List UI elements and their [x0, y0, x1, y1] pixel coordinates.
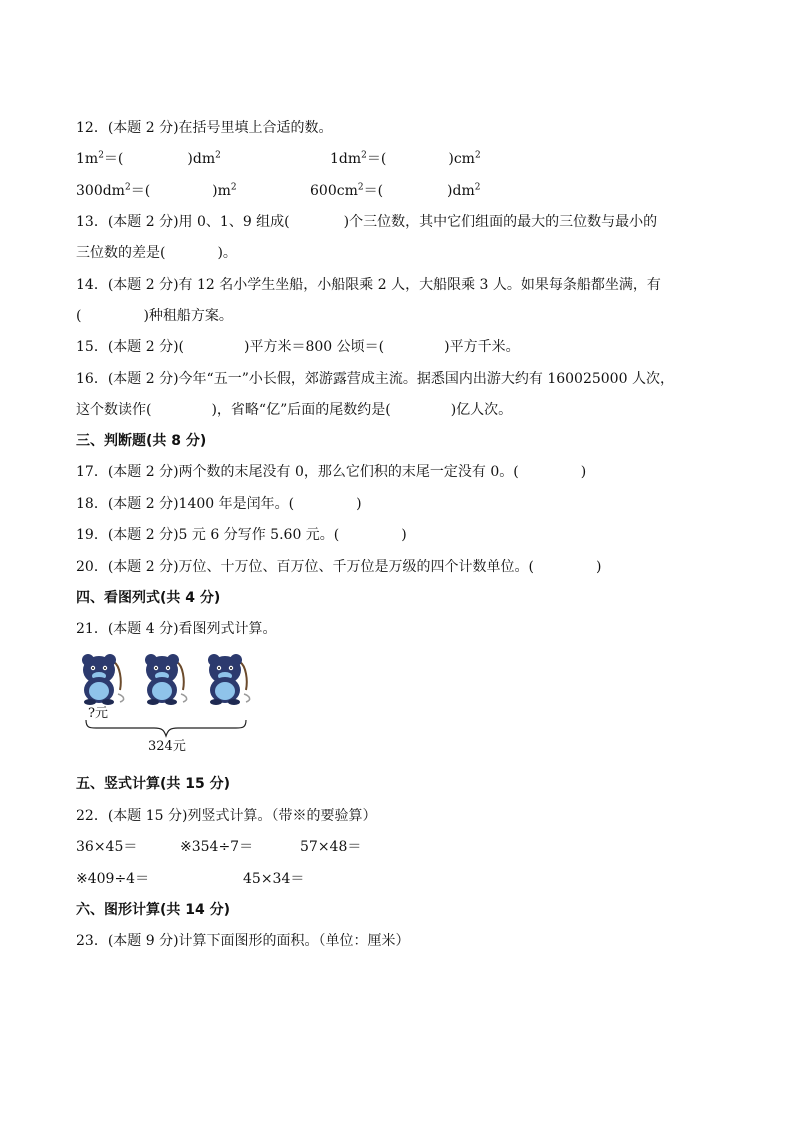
question-14-line2: ( )种租船方案。	[76, 308, 233, 324]
bear-backpack-icon	[145, 654, 187, 705]
question-21: 21．(本题 4 分)看图列式计算。	[76, 621, 277, 637]
question-16-line2: 这个数读作( )，省略“亿”后面的尾数约是( )亿人次。	[76, 402, 513, 418]
q12-text: (本题 2 分)在括号里填上合适的数。	[107, 120, 333, 136]
q12-number: 12．	[76, 120, 108, 136]
question-15: 15．(本题 2 分)( )平方米＝800 公顷＝( )平方千米。	[76, 339, 520, 355]
section-3-heading: 三、判断题(共 8 分)	[76, 433, 207, 449]
unknown-price-label: ?元	[88, 706, 108, 721]
question-20: 20．(本题 2 分)万位、十万位、百万位、千万位是万级的四个计数单位。( )	[76, 559, 602, 575]
section-4-heading: 四、看图列式(共 4 分)	[76, 590, 221, 606]
bear-backpack-icon	[208, 654, 250, 705]
question-14: 14．(本题 2 分)有 12 名小学生坐船，小船限乘 2 人，大船限乘 3 人。如果每条船都坐满，有	[76, 277, 661, 293]
section-5-heading: 五、竖式计算(共 15 分)	[76, 776, 231, 792]
brace	[86, 720, 246, 736]
section-6-heading: 六、图形计算(共 14 分)	[76, 902, 231, 918]
q12-row1-a: $1m^2=$( )$dm^2$	[76, 150, 221, 167]
expression-5: 45×34＝	[243, 871, 305, 887]
question-17: 17．(本题 2 分)两个数的末尾没有 0，那么它们积的末尾一定没有 0。( )	[76, 464, 587, 480]
question-16: 16．(本题 2 分)今年“五一”小长假，郊游露营成主流。据悉国内出游大约有 160025000 人次，	[76, 371, 674, 387]
question-18: 18．(本题 2 分)1400 年是闰年。( )	[76, 496, 362, 512]
expression-4: ※409÷4＝	[76, 871, 150, 887]
question-19: 19．(本题 2 分)5 元 6 分写作 5.60 元。( )	[76, 527, 407, 543]
expression-3: 57×48＝	[300, 839, 362, 855]
q12-row2-a: $300dm^2=$( )$m^2$	[76, 182, 237, 199]
question-13: 13．(本题 2 分)用 0、1、9 组成( )个三位数，其中它们组面的最大的三位数与最小的	[76, 214, 658, 230]
bear-backpack-icon	[82, 654, 124, 705]
q12-row1-b: $1dm^2=$( )$cm^2$	[330, 150, 481, 167]
question-12	[76, 118, 333, 138]
question-13-line2: 三位数的差是( )。	[76, 245, 237, 261]
question-23: 23．(本题 9 分)计算下面图形的面积。（单位：厘米）	[76, 933, 410, 949]
expression-2: ※354÷7＝	[180, 839, 254, 855]
q12-row2-b: $600cm^2=$( )$dm^2$	[310, 182, 481, 199]
expression-1: 36×45＝	[76, 839, 138, 855]
total-price-label: 324元	[148, 739, 186, 754]
question-22: 22．(本题 15 分)列竖式计算。（带※的要验算）	[76, 808, 377, 824]
